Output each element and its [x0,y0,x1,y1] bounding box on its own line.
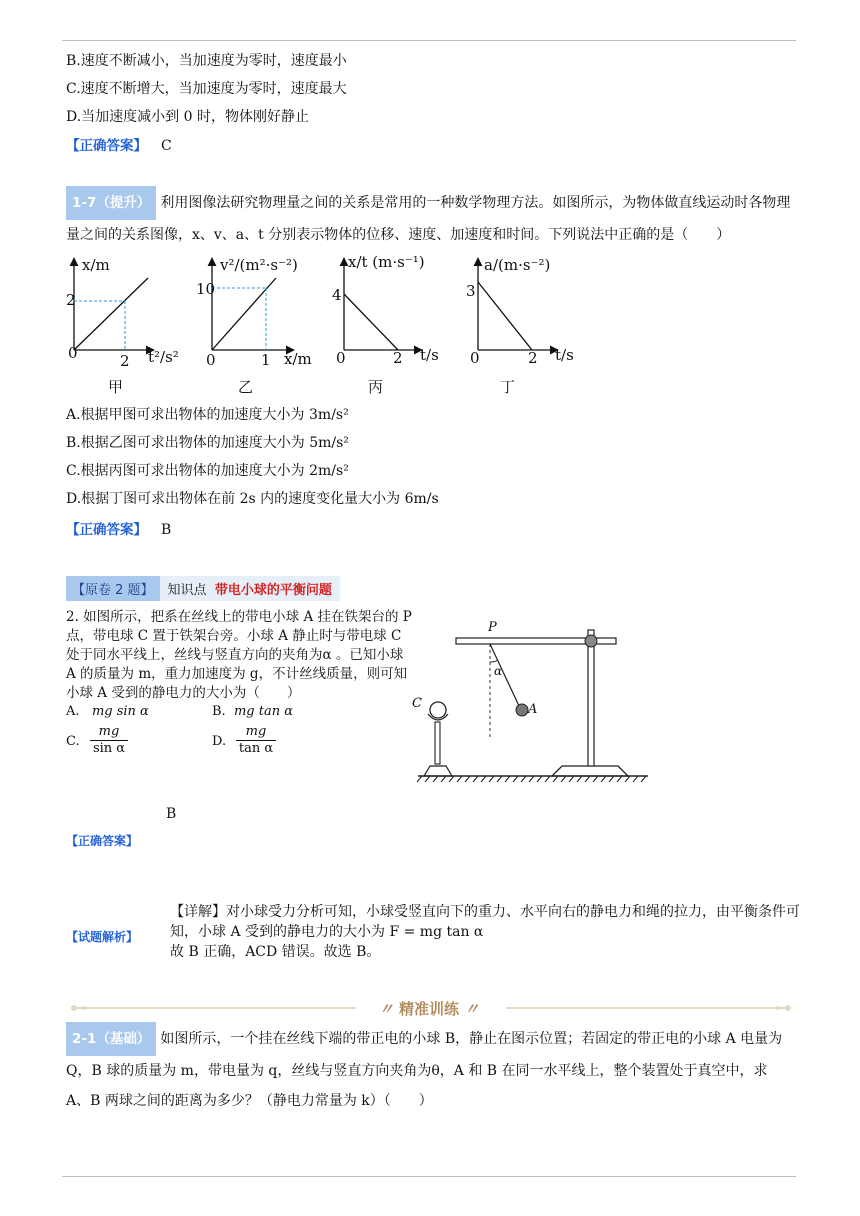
detail-line-1: 【详解】对小球受力分析可知，小球受竖直向下的重力、水平向右的静电力和绳的拉力，由平衡条件可知，小球 A 受到的静电力的大小为 F = mg tan α [170,904,800,940]
graph-jia-name: 甲 [108,378,124,396]
training-banner-title: 〃 精准训练 〃 [378,1000,480,1018]
fig-label-p: P [488,620,497,635]
q2-detail [170,902,800,962]
q2-answer-value: B [166,806,177,822]
graph-bing-ytick: 4 [332,286,342,304]
graph-yi-xlabel: x/m [284,350,312,368]
graph-yi-origin: 0 [206,351,216,369]
question-text: 如图所示，一个挂在丝线下端的带正电的小球 B，静止在图示位置；若固定的带正电的小球 A 电量为 Q，B 球的质量为 m，带电量为 q，丝线与竖直方向夹角为θ，A 和 B 在同一水平线上，整个装置处于真空中，求 A、B 两球之间的距离为多少？（静电力常量为 k）（ ） [66,1031,783,1109]
question-2-1 [66,1022,796,1116]
graph-jia-ytick: 2 [66,291,76,309]
graph-jia-xtick: 2 [120,352,130,370]
graph-yi-ytick: 10 [196,280,216,298]
graph-ding-ylabel: a/(m·s⁻²) [484,256,551,274]
banner-deco-right-icon: 〃 [464,1000,480,1018]
graph-bing-ylabel: x/t (m·s⁻¹) [348,253,425,271]
q17-option-d: D.根据丁图可求出物体在前 2s 内的速度变化量大小为 6m/s [66,491,439,507]
option-b: B.速度不断减小，当加速度为零时，速度最小 [66,53,347,69]
question-tag: 1-7（提升） [66,186,156,220]
graph-bing-name: 丙 [368,378,384,396]
q2-option-a: A. mg sin α [66,704,149,719]
knowledge-point [160,576,340,601]
banner-deco-left-icon: 〃 [378,1000,394,1018]
answer-row-1 [66,134,172,154]
graph-yi-xtick: 1 [261,351,271,369]
graph-yi-name: 乙 [238,378,254,396]
answer-label: 【正确答案】 [66,522,147,538]
graph-jia-origin: 0 [68,344,78,362]
q2-analysis-label: 【试题解析】 [66,930,139,944]
section-tag: 【原卷 2 题】 [66,576,160,601]
q2-answer-label: 【正确答案】 [66,834,139,848]
detail-line-2: 故 B 正确，ACD 错误。故选 B。 [170,944,381,960]
q17-option-b: B.根据乙图可求出物体的加速度大小为 5m/s² [66,435,349,451]
question-1-7 [66,186,796,250]
graph-ding-xlabel: t/s [555,346,574,364]
graph-jia-xlabel: t²/s² [148,348,179,366]
q17-option-c: C.根据丙图可求出物体的加速度大小为 2m/s² [66,463,349,479]
graph-ding-xtick: 2 [528,349,538,367]
kp-title: 带电小球的平衡问题 [214,582,332,598]
graph-ding-name: 丁 [500,378,516,396]
answer-row-2 [66,518,171,538]
option-c: C.速度不断增大，当加速度为零时，速度最大 [66,81,347,97]
answer-value: B [161,522,172,538]
graph-ding-ytick: 3 [466,282,476,300]
q2-option-b: B. mg tan α [212,704,293,719]
question-tag: 2-1（基础） [66,1022,156,1056]
question-text: 利用图像法研究物理量之间的关系是常用的一种数学物理方法。如图所示，为物体做直线运动时各物理量之间的关系图像，x、v、a、t 分别表示物体的位移、速度、加速度和时间。下列说法中正确的是（ ） [66,195,791,243]
graph-bing-xtick: 2 [393,349,403,367]
graph-jia-ylabel: x/m [82,256,110,274]
graph-bing-xlabel: t/s [420,346,439,364]
question-2-text: 2. 如图所示，把系在丝线上的带电小球 A 挂在铁架台的 P 点，带电球 C 置于铁架台旁。小球 A 静止时与带电球 C 处于同水平线上，丝线与竖直方向的夹角为α 。已知小球 A 的质量为 m，重力加速度为 g，不计丝线质量，则可知小球 A 受到的静电力的大小为（ ） [66,609,412,701]
answer-value: C [161,138,172,154]
graph-bing-origin: 0 [336,349,346,367]
answer-label: 【正确答案】 [66,138,147,154]
fig-label-a: A [528,702,538,717]
graph-bing [344,258,422,350]
fig-label-c: C [412,696,422,711]
graph-ding-origin: 0 [470,349,480,367]
header-rule [62,40,796,41]
graph-yi-ylabel: v²/(m²·s⁻²) [220,256,298,274]
fig-label-alpha: α [494,664,503,678]
option-d: D.当加速度减小到 0 时，物体刚好静止 [66,109,309,125]
kp-label: 知识点 [167,582,207,598]
footer-rule [62,1176,796,1177]
q17-option-a: A.根据甲图可求出物体的加速度大小为 3m/s² [66,407,349,423]
section-banner [66,576,340,600]
